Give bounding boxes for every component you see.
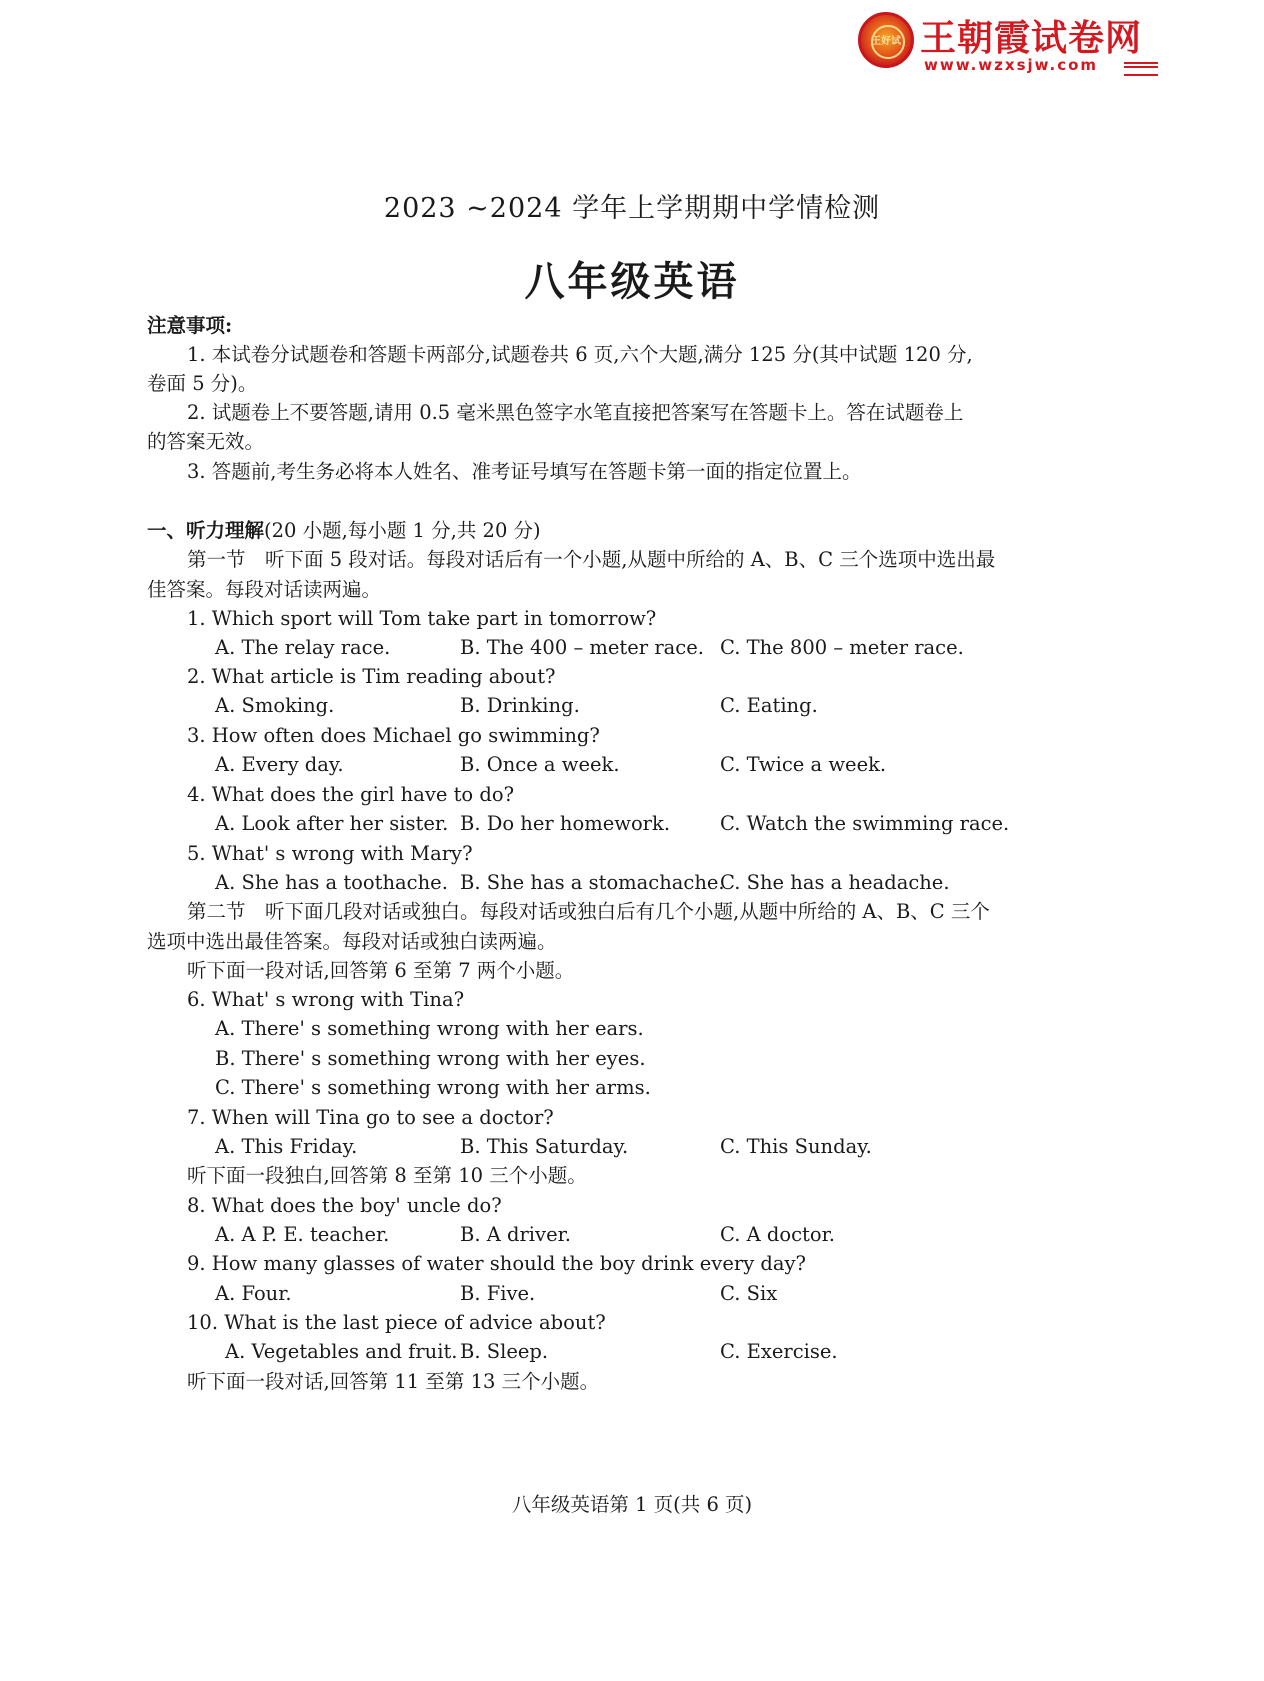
option-a: A. Look after her sister.	[215, 812, 449, 835]
question: 3. How often does Michael go swimming?	[187, 724, 600, 747]
part1-instructions: 第一节 听下面 5 段对话。每段对话后有一个小题,从题中所给的 A、B、C 三个选项中选出最	[187, 548, 996, 571]
option-b: B. This Saturday.	[460, 1135, 629, 1158]
part2-instructions: 选项中选出最佳答案。每段对话或独白读两遍。	[147, 930, 557, 953]
notice-item: 卷面 5 分)。	[147, 372, 258, 395]
subject-title: 八年级英语	[524, 258, 740, 305]
question: 8. What does the boy' uncle do?	[187, 1194, 502, 1217]
notice-item: 3. 答题前,考生务必将本人姓名、准考证号填写在答题卡第一面的指定位置上。	[187, 460, 862, 483]
question: 5. What' s wrong with Mary?	[187, 842, 473, 865]
option-b: B. Do her homework.	[460, 812, 671, 835]
listening-direction: 听下面一段对话,回答第 6 至第 7 两个小题。	[187, 959, 575, 982]
option-c: C. Exercise.	[720, 1340, 838, 1363]
logo-url: www.wzxsjw.com	[924, 56, 1099, 74]
option-b: B. Drinking.	[460, 694, 580, 717]
listening-direction: 听下面一段独白,回答第 8 至第 10 三个小题。	[187, 1164, 587, 1187]
option-c: C. There' s something wrong with her arms.	[215, 1076, 651, 1099]
option-a: A. This Friday.	[215, 1135, 358, 1158]
option-a: A. She has a toothache.	[215, 871, 448, 894]
notice-item: 2. 试题卷上不要答题,请用 0.5 毫米黑色签字水笔直接把答案写在答题卡上。答在试题卷上	[187, 401, 964, 424]
option-a: A. There' s something wrong with her ears.	[215, 1017, 644, 1040]
section-heading	[147, 517, 541, 545]
option-c: C. Watch the swimming race.	[720, 812, 1010, 835]
option-a: A. Vegetables and fruit.	[225, 1340, 458, 1363]
question: 4. What does the girl have to do?	[187, 783, 515, 806]
waves-icon	[1124, 62, 1158, 76]
exam-title: 2023 ~2024 学年上学期期中学情检测	[383, 193, 881, 224]
notice-item: 的答案无效。	[147, 430, 265, 453]
option-c: C. Eating.	[720, 694, 818, 717]
part2-instructions: 第二节 听下面几段对话或独白。每段对话或独白后有几个小题,从题中所给的 A、B、C 三个	[187, 900, 990, 923]
option-c: C. Six	[720, 1282, 778, 1305]
notice-heading: 注意事项:	[147, 314, 233, 337]
option-b: B. There' s something wrong with her eyes.	[215, 1047, 646, 1070]
option-b: B. She has a stomachache.	[460, 871, 725, 894]
question: 9. How many glasses of water should the boy drink every day?	[187, 1252, 806, 1275]
option-c: C. She has a headache.	[720, 871, 950, 894]
page-footer: 八年级英语第 1 页(共 6 页)	[511, 1493, 753, 1516]
option-b: B. Once a week.	[460, 753, 620, 776]
option-a: A. Four.	[215, 1282, 292, 1305]
logo-name: 王朝霞试卷网	[920, 18, 1143, 59]
option-b: B. A driver.	[460, 1223, 571, 1246]
question: 7. When will Tina go to see a doctor?	[187, 1106, 554, 1129]
option-c: C. A doctor.	[720, 1223, 836, 1246]
option-a: A. Every day.	[215, 753, 344, 776]
option-b: B. Five.	[460, 1282, 536, 1305]
question: 2. What article is Tim reading about?	[187, 665, 556, 688]
option-a: A. The relay race.	[215, 636, 391, 659]
listening-direction: 听下面一段对话,回答第 11 至第 13 三个小题。	[187, 1370, 600, 1393]
option-c: C. This Sunday.	[720, 1135, 872, 1158]
option-a: A. Smoking.	[215, 694, 335, 717]
option-c: C. The 800 – meter race.	[720, 636, 964, 659]
option-b: B. The 400 – meter race.	[460, 636, 704, 659]
seal-icon	[858, 12, 914, 68]
option-a: A. A P. E. teacher.	[215, 1223, 390, 1246]
seal-text: 王好试	[871, 36, 901, 47]
question: 6. What' s wrong with Tina?	[187, 988, 465, 1011]
site-logo	[858, 12, 1158, 72]
notice-item: 1. 本试卷分试题卷和答题卡两部分,试题卷共 6 页,六个大题,满分 125 分(其中试题 120 分,	[187, 343, 973, 366]
option-b: B. Sleep.	[460, 1340, 549, 1363]
option-c: C. Twice a week.	[720, 753, 887, 776]
part1-instructions: 佳答案。每段对话读两遍。	[147, 578, 382, 601]
question: 1. Which sport will Tom take part in tomorrow?	[187, 607, 657, 630]
section-title: 一、听力理解	[147, 519, 265, 542]
question: 10. What is the last piece of advice about?	[187, 1311, 606, 1334]
section-score-note: (20 小题,每小题 1 分,共 20 分)	[264, 519, 541, 542]
